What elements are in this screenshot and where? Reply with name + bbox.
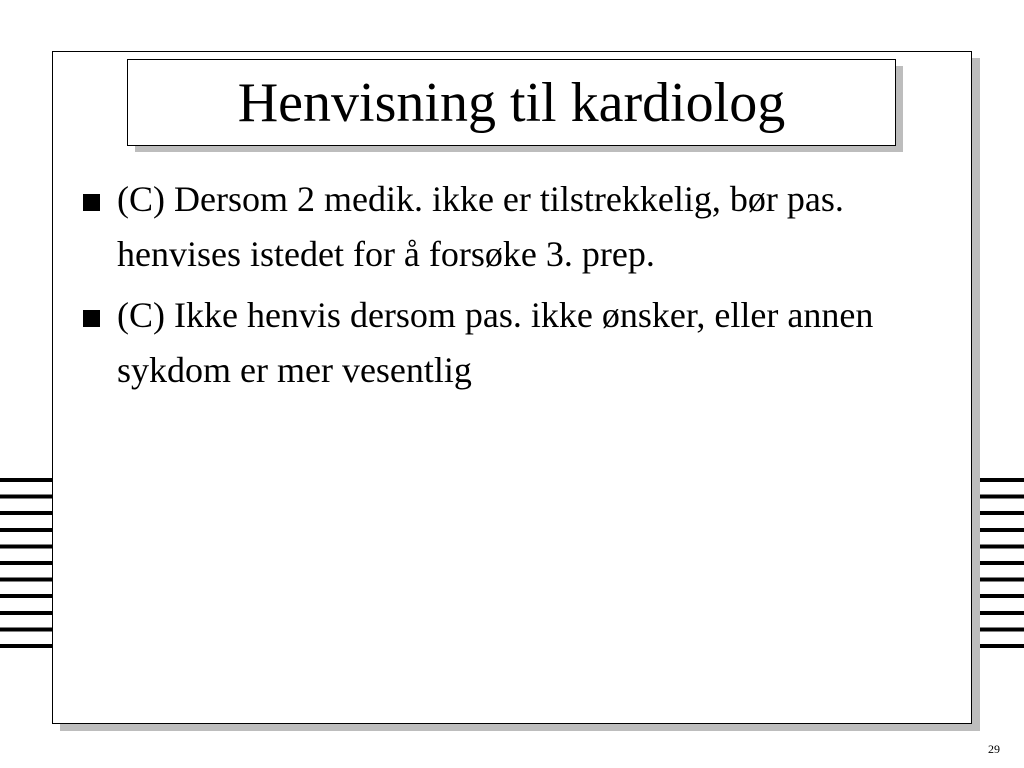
bullet-list <box>80 172 900 404</box>
page-number: 29 <box>988 742 1000 756</box>
left-stripe-decoration <box>0 478 60 656</box>
bullet-text: (C) Dersom 2 medik. ikke er tilstrekkelig, bør pas. henvises istedet for å forsøke 3. prep. <box>117 179 844 274</box>
slide-title: Henvisning til kardiolog <box>237 71 786 134</box>
bullet-item <box>80 288 900 398</box>
square-bullet-icon <box>83 194 100 211</box>
title-box <box>127 59 896 146</box>
bullet-text: (C) Ikke henvis dersom pas. ikke ønsker, eller annen sykdom er mer vesentlig <box>117 295 874 390</box>
square-bullet-icon <box>83 310 100 327</box>
bullet-item <box>80 172 900 282</box>
